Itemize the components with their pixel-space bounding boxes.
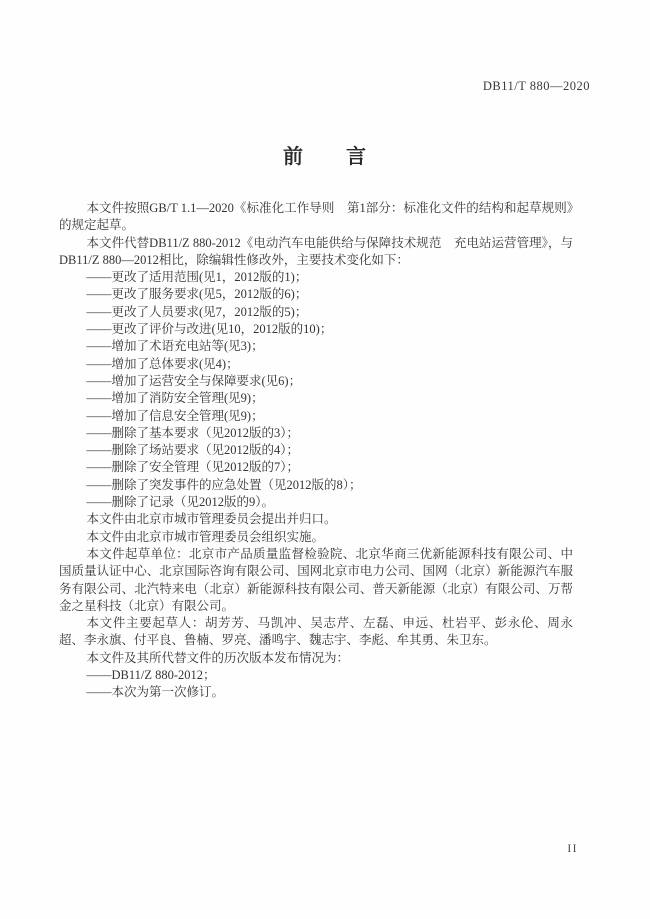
change-list-item: ——增加了运营安全与保障要求(见6)； <box>86 373 302 388</box>
foreword-paragraph: 本文件及其所代替文件的历次版本发布情况为： <box>86 650 350 665</box>
change-list-item: ——增加了术语充电站等(见3)； <box>86 339 264 354</box>
change-list-item: ——增加了消防安全管理(见9)； <box>86 391 264 406</box>
foreword-body <box>59 200 573 702</box>
page-number: II <box>567 843 578 855</box>
change-list-item: ——删除了场站要求（见2012版的4）； <box>86 443 300 458</box>
change-list-item: ——本次为第一次修订。 <box>86 685 225 700</box>
change-list-item: ——增加了总体要求(见4)； <box>86 356 239 371</box>
page-title: 前 言 <box>283 146 367 168</box>
foreword-paragraph: 本文件由北京市城市管理委员会提出并归口。 <box>86 512 337 527</box>
change-list-item: ——删除了记录（见2012版的9）。 <box>86 495 275 510</box>
change-list-item: ——更改了适用范围(见1，2012版的1)； <box>86 270 308 285</box>
change-list-item: ——增加了信息安全管理(见9)； <box>86 408 264 423</box>
change-list-item: ——删除了突发事件的应急处置（见2012版的8）； <box>86 477 362 492</box>
foreword-paragraph: 本文件主要起草人：胡芳芳、马凯冲、吴志芹、左磊、申远、杜岩平、彭永伦、周永超、李永旗、付平良、鲁楠、罗亮、潘鸣宇、魏志宇、李彪、牟其勇、朱卫东。 <box>59 616 573 648</box>
doc-number: DB11/T 880—2020 <box>482 79 590 93</box>
change-list-item: ——删除了安全管理（见2012版的7）； <box>86 460 300 475</box>
foreword-paragraph: 本文件按照GB/T 1.1—2020《标准化工作导则 第1部分：标准化文件的结构和起草规则》的规定起草。 <box>59 201 573 233</box>
change-list-item: ——DB11/Z 880-2012； <box>86 668 216 683</box>
change-list-item: ——更改了评价与改进(见10，2012版的10)； <box>86 322 333 337</box>
foreword-paragraph: 本文件代替DB11/Z 880-2012《电动汽车电能供给与保障技术规范 充电站运营管理》，与DB11/Z 880—2012相比，除编辑性修改外，主要技术变化如下： <box>59 235 573 267</box>
change-list-item: ——删除了基本要求（见2012版的3）； <box>86 425 300 440</box>
foreword-paragraph: 本文件起草单位：北京市产品质量监督检验院、北京华商三优新能源科技有限公司、中国质量认证中心、北京国际咨询有限公司、国网北京市电力公司、国网（北京）新能源汽车服务有限公司、北汽特来电（北京）新能源科技有限公司、普天新能源（北京）有限公司、万帮金之星科技（北京）有限公司。 <box>59 546 573 613</box>
change-list-item: ——更改了服务要求(见5，2012版的6)； <box>86 287 308 302</box>
foreword-paragraph: 本文件由北京市城市管理委员会组织实施。 <box>86 529 325 544</box>
change-list-item: ——更改了人员要求(见7，2012版的5)； <box>86 304 308 319</box>
